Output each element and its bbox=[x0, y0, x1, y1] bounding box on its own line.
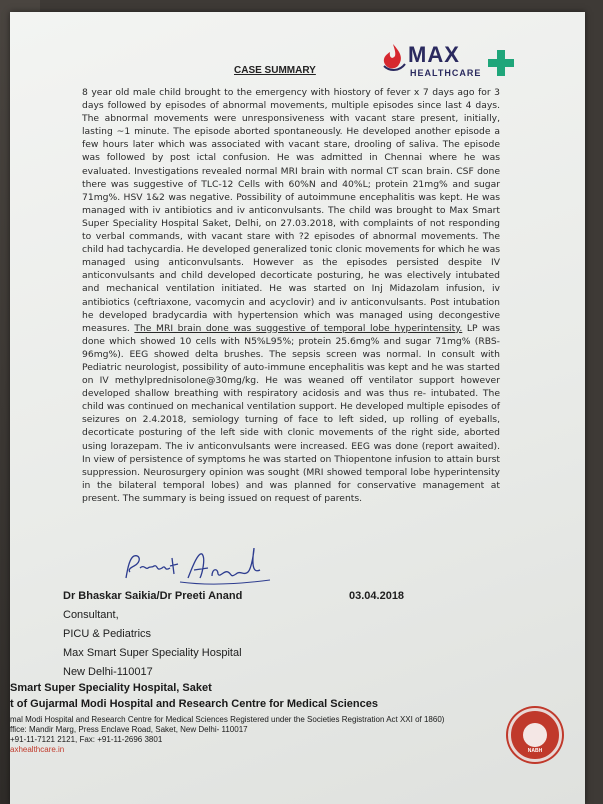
doctor-department: PICU & Pediatrics bbox=[63, 628, 152, 640]
footer-unit: t of Gujarmal Modi Hospital and Research Centre for Medical Sciences bbox=[10, 698, 378, 710]
footer-address: ffice: Mandir Marg, Press Enclave Road, Saket, New Delhi- 110017 bbox=[10, 725, 248, 734]
summary-date: 03.04.2018 bbox=[349, 590, 405, 602]
doctor-names: Dr Bhaskar Saikia/Dr Preeti Anand bbox=[63, 590, 243, 602]
logo-subtitle: HEALTHCARE bbox=[410, 68, 482, 78]
hospital-city: New Delhi-110017 bbox=[63, 666, 153, 678]
case-summary-title: CASE SUMMARY bbox=[234, 65, 316, 76]
seal-label: NABH bbox=[527, 748, 543, 754]
green-cross-icon bbox=[488, 50, 514, 76]
footer-phone: +91-11-7121 2121, Fax: +91-11-2696 3801 bbox=[10, 735, 163, 744]
logo-flame-icon bbox=[378, 42, 408, 72]
hospital-name: Max Smart Super Speciality Hospital bbox=[63, 647, 242, 659]
max-healthcare-logo bbox=[378, 40, 518, 84]
footer-hospital: Smart Super Speciality Hospital, Saket bbox=[10, 682, 212, 694]
doctor-role: Consultant, bbox=[63, 609, 119, 621]
nabh-seal bbox=[508, 708, 562, 762]
seal-center bbox=[523, 723, 547, 747]
handwritten-signature bbox=[120, 548, 280, 590]
footer-website: axhealthcare.in bbox=[10, 745, 65, 754]
mri-finding-underlined: The MRI brain done was suggestive of temporal lobe hyperintensity. bbox=[134, 322, 463, 334]
case-summary-body bbox=[82, 86, 500, 505]
footer-registration: mal Modi Hospital and Research Centre for Medical Sciences Registered under the Societies Registration Act XXI of 1860) bbox=[10, 715, 445, 724]
summary-paragraph-2: LP was done which showed 10 cells with N5%L95%; protein 25.6mg% and sugar 71mg% (RBS-96mg%). EEG showed delta brushes. The sepsis screen was normal. In consult with Pediatric neurologist, possibility of auto-immune encephalitis was kept and he was started on IV methylprednisolone@30mg/kg. He was weaned off ventilator support however developed shallow breathing with respiratory acidosis and was thus re- intubated. The child was continued on mechanical ventilation support. He developed multiple episodes of seizures on 2.4.2018, semiology turning of face to left sided, up rolling of eyeballs, decorticate posturing of the left side with clonic movements of the right side, aborted using lorazepam. The iv anticonvulsants were increased. EEG was done (report awaited). In view of persistence of symptoms he was started on Thiopentone infusion to attain burst suppression. Neurosurgery opinion was sought (MRI showed temporal lobe hyperintensity in the bilateral temporal lobes) and was planned for conservative management at present. The summary is being issued on request of parents. bbox=[82, 322, 501, 504]
summary-paragraph-1: 8 year old male child brought to the emergency with hiostory of fever x 7 days ago for 3 days followed by episodes of abnormal movements, multiple episodes since last 4 days. The abnormal movements were unresponsiveness with vacant stare present, initially, lasting ~1 minute. The episode aborted spontaneously. He developed another episode a few hours later which was associated with vacant stare, drooling of saliva. The episode was followed by post ictal confusion. He was admitted in Chennai where he was evaluated. Investigations revealed normal MRI brain with normal CT scan brain. CSF done there was suggestive of TLC-12 Cells with 60%N and 40%L; protein 21mg% and sugar 71mg%. HSV 1&2 was negative. Possibility of autoimmune encephalitis was kept. He was managed with iv antibiotics and iv anticonvulsants. The child was brought to Max Smart Super Speciality Hospital Saket, Delhi, on 27.03.2018, with complaints of not responding to verbal commands, with vacant stare with ?2 episodes of abnormal movements. The child had tachycardia. He developed generalized tonic clonic movements for which he was managed using anticonvulsants. However as the episodes persisted despite IV anticonvulsants and child developed decorticate posturing, he was electively intubated and mechanical ventilation initiated. He was started on Inj Midazolam infusion, iv antibiotics (ceftriaxone, vacomycin and acyclovir) and iv anticonvulsants. Post intubation he developed bradycardia with hypertension which was managed using decongestive measures. bbox=[82, 87, 500, 334]
logo-brand: MAX bbox=[408, 42, 460, 67]
